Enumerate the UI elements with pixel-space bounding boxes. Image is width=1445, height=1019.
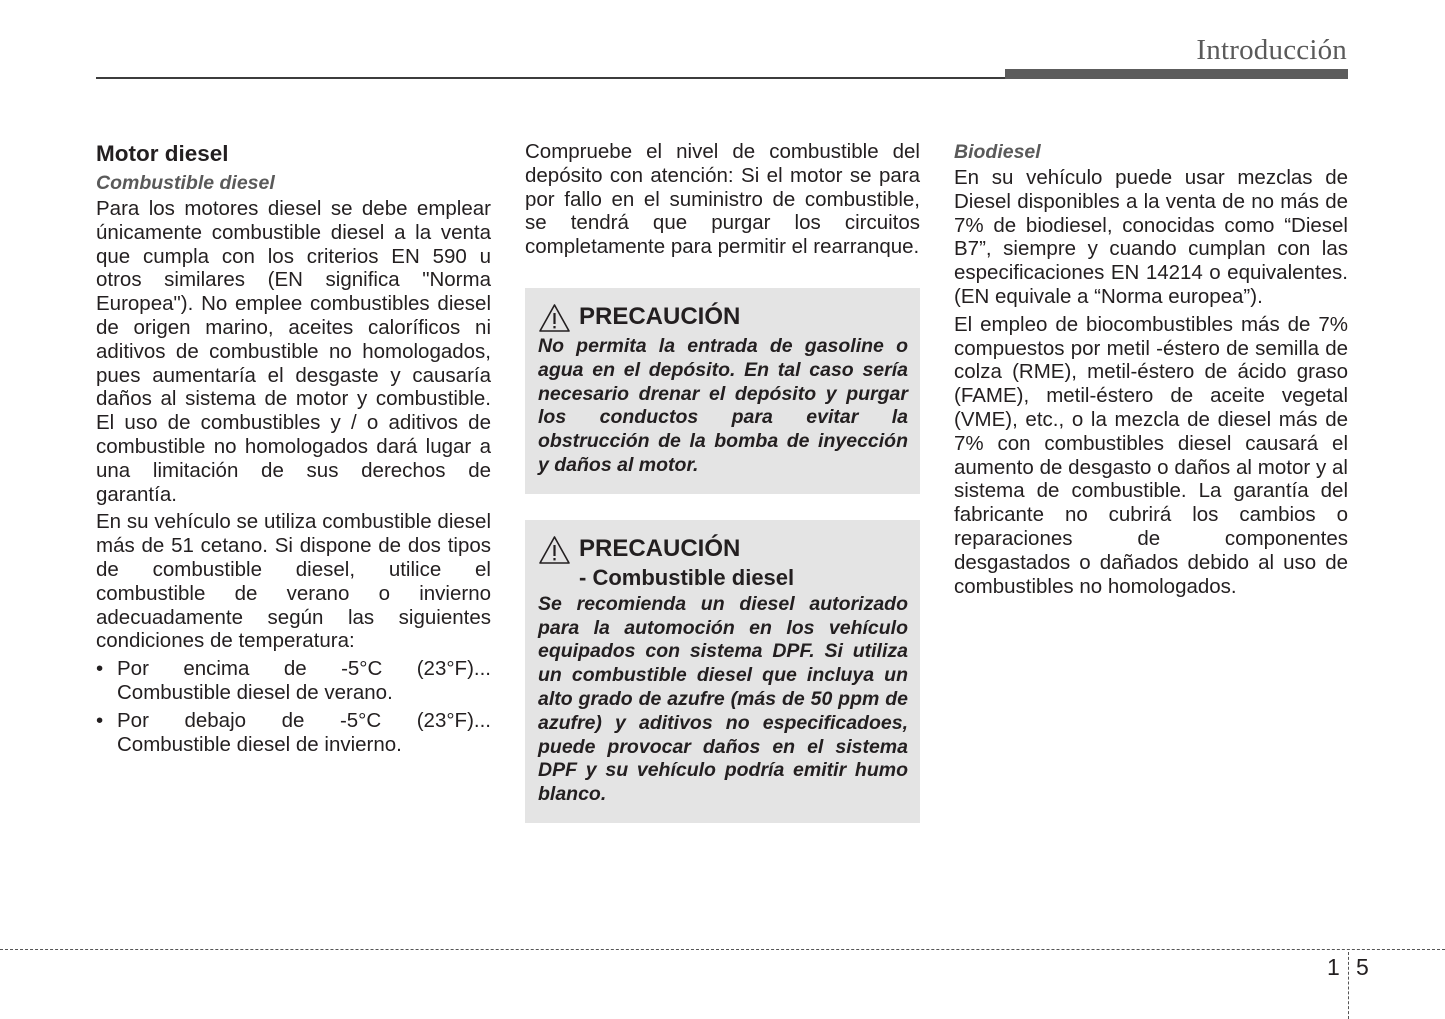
caution-box — [525, 520, 920, 823]
body-paragraph: En su vehículo puede usar mezclas de Diesel disponibles a la venta de no más de 7% de biodiesel, conocidas como “Diesel B7”, siempre y cuando cumplan con las especificaciones EN 14214 o equivalentes. (EN equivale a “Norma europea”). — [954, 166, 1348, 308]
subsection-heading: Biodiesel — [954, 141, 1041, 163]
header-title: Introducción — [1196, 34, 1347, 66]
subsection-heading: Combustible diesel — [96, 172, 275, 194]
list-item-text: Por encima de -5°C (23°F)... Combustible diesel de verano. — [117, 657, 491, 704]
caution-title: PRECAUCIÓN — [579, 534, 741, 562]
page-chapter: 1 — [1327, 954, 1340, 980]
caution-title: PRECAUCIÓN — [579, 302, 741, 330]
bullet-list — [96, 657, 491, 756]
body-paragraph: Compruebe el nivel de combustible del depósito con atención: Si el motor se para por fallo en el suministro de combustible, se tendrá que purgar los circuitos completamente para permitir el rearranque. — [525, 140, 920, 259]
caution-text: No permita la entrada de gasoline o agua en el depósito. En tal caso sería necesario drenar el depósito y purgar los conductos para evitar la obstrucción de la bomba de inyección y daños al motor. — [538, 334, 908, 476]
page-number: 5 — [1356, 954, 1369, 980]
caution-header — [538, 534, 908, 565]
list-item — [96, 709, 491, 757]
column-1 — [96, 140, 491, 760]
body-paragraph: El empleo de biocombustibles más de 7% compuestos por metil -éstero de semilla de colza (RME), metil-éstero de ácido graso (FAME), metil-éstero de aceite vegetal (VME), etc., o la mezcla de diesel más de 7% con combustibles diesel causará el aumento de desgasto o daños al motor y al sistema de combustible. La garantía del fabricante no cubrirá los cambios o reparaciones de componentes desgastados o dañados debido al uso de combustibles no homologados. — [954, 312, 1348, 598]
column-3 — [954, 140, 1348, 602]
caution-text: Se recomienda un diesel autorizado para la automoción en los vehículo equipados con sistema DPF. Si utiliza un combustible diesel que incluya un alto grado de azufre (más de 50 ppm de azufre) y aditivos no especificadoes, puede provocar daños en el sistema DPF y su vehículo podría emitir humo blanco. — [538, 592, 908, 806]
warning-triangle-icon — [538, 303, 571, 333]
bullet-marker: • — [96, 708, 104, 732]
footer-divider — [1348, 952, 1349, 1019]
body-paragraph: En su vehículo se utiliza combustible diesel más de 51 cetano. Si dispone de dos tipos de combustible diesel, utilice el combustible de verano o invierno adecuadamente según las siguientes condiciones de temperatura: — [96, 510, 491, 653]
section-heading: Motor diesel — [96, 141, 229, 166]
caution-header — [538, 302, 908, 333]
column-2 — [525, 140, 920, 823]
header-rule-accent — [1005, 69, 1348, 79]
body-paragraph: Para los motores diesel se debe emplear únicamente combustible diesel a la venta que cumpla con los criterios EN 590 u otros similares (EN significa "Norma Europea"). No emplee combustibles diesel de origen marino, aceites caloríficos ni aditivos de combustible no homologados, pues aumentaría el desgaste y causaría daños al sistema de motor y combustible. El uso de combustibles y / o aditivos de combustible no homologados dará lugar a una limitación de sus derechos de garantía. — [96, 197, 491, 506]
bullet-marker: • — [96, 657, 104, 681]
footer-rule — [0, 949, 1445, 950]
caution-box — [525, 288, 920, 494]
header-rule — [96, 77, 1006, 79]
list-item — [96, 657, 491, 705]
warning-triangle-icon — [538, 535, 571, 565]
list-item-text: Por debajo de -5°C (23°F)... Combustible diesel de invierno. — [117, 708, 491, 756]
caution-subtitle: - Combustible diesel — [579, 564, 795, 590]
